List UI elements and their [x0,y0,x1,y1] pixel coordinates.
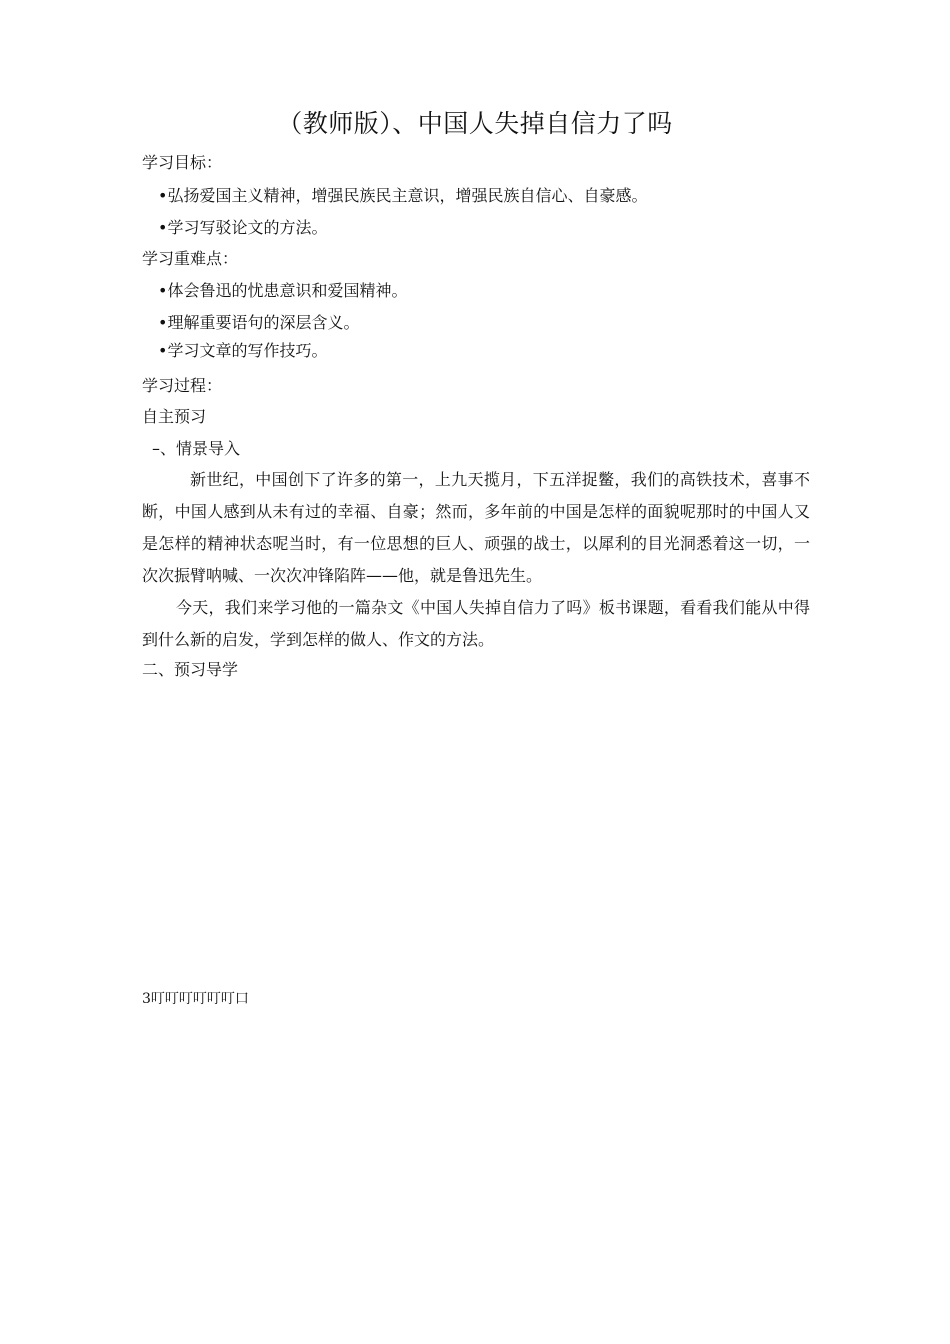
self-study-heading: 自主预习 [142,407,207,426]
intro-paragraph-2: 今天，我们来学习他的一篇杂文《中国人失掉自信力了吗》板书课题，看看我们能从中得到什么新的启发，学到怎样的做人、作文的方法。 [142,598,810,649]
objective-item: •弘扬爱国主义精神，增强民族民主意识，增强民族自信心、自豪感。 [158,186,648,205]
intro-paragraph-1: 新世纪，中国创下了许多的第一，上九天揽月，下五洋捉鳖，我们的高铁技术，喜事不断，中国人感到从未有过的幸福、自豪；然而，多年前的中国是怎样的面貌呢那时的中国人又是怎样的精神状态呢当时，有一位思想的巨人、顽强的战士，以犀利的目光洞悉着这一切，一次次振臂呐喊、一次次冲锋陷阵——他，就是鲁迅先生。 [142,470,810,585]
section-heading-intro: –、情景导入 [152,439,241,458]
document-title: （教师版）、中国人失掉自信力了吗 [277,109,673,138]
key-point-item: •学习文章的写作技巧。 [158,341,328,360]
objectives-heading: 学习目标： [142,153,223,172]
objective-item: •学习写驳论文的方法。 [158,218,328,237]
section-heading-preview: 二、预习导学 [142,660,239,679]
key-points-heading: 学习重难点： [142,249,239,268]
key-point-item: •理解重要语句的深层含义。 [158,313,360,332]
key-point-item: •体会鲁迅的忧患意识和爱国精神。 [158,281,408,300]
process-heading: 学习过程： [142,376,223,395]
footer-text: 3叮叮叮叮叮叮口 [142,991,249,1007]
